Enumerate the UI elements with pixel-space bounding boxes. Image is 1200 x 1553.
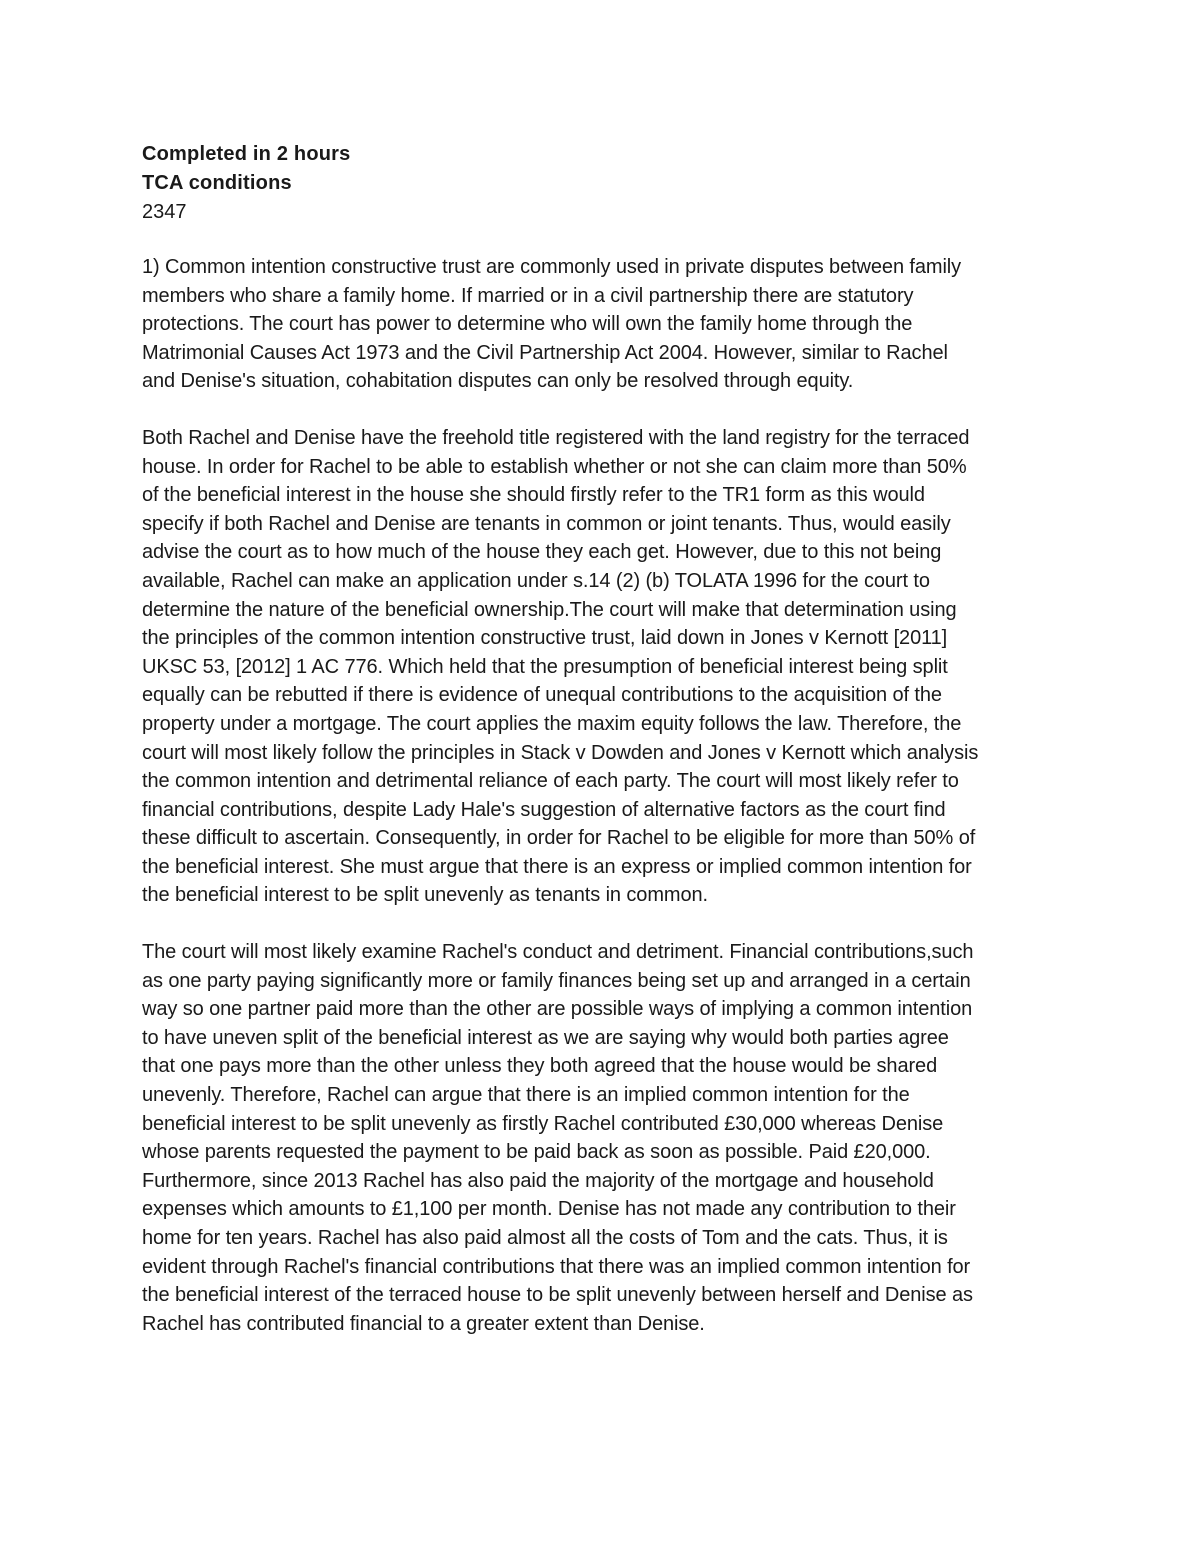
paragraph-line: the beneficial interest of the terraced house to be split unevenly between herself and Denise as xyxy=(142,1284,973,1307)
paragraph-line: members who share a family home. If married or in a civil partnership there are statutory xyxy=(142,284,914,307)
paragraph-line: whose parents requested the payment to be paid back as soon as possible. Paid £20,000. xyxy=(142,1141,931,1164)
paragraph-line: beneficial interest to be split unevenly as firstly Rachel contributed £30,000 whereas Denise xyxy=(142,1112,944,1135)
paragraph-line: these difficult to ascertain. Consequently, in order for Rachel to be eligible for more than 50% of xyxy=(142,827,976,850)
paragraph-line: Furthermore, since 2013 Rachel has also paid the majority of the mortgage and household xyxy=(142,1169,934,1192)
paragraph-3 xyxy=(142,938,1060,1338)
paragraph-line: way so one partner paid more than the other are possible ways of implying a common intention xyxy=(142,998,973,1021)
paragraph-line: 1) Common intention constructive trust are commonly used in private disputes between family xyxy=(142,256,962,278)
paragraph-line: that one pays more than the other unless they both agreed that the house would be shared xyxy=(142,1055,938,1078)
document-body xyxy=(142,253,1060,1338)
document-subtitle: TCA conditions xyxy=(142,172,292,194)
paragraph-line: the beneficial interest. She must argue that there is an express or implied common intention for xyxy=(142,855,972,878)
paragraph-line: expenses which amounts to £1,100 per month. Denise has not made any contribution to their xyxy=(142,1198,956,1221)
paragraph-line: equally can be rebutted if there is evidence of unequal contributions to the acquisition of the xyxy=(142,684,942,707)
paragraph-line: to have uneven split of the beneficial interest as we are saying why would both parties agree xyxy=(142,1026,949,1049)
paragraph-line: court will most likely follow the principles in Stack v Dowden and Jones v Kernott which analysis xyxy=(142,741,979,764)
paragraph-1 xyxy=(142,253,1060,396)
paragraph-line: available, Rachel can make an application under s.14 (2) (b) TOLATA 1996 for the court to xyxy=(142,569,930,592)
paragraph-line: evident through Rachel's financial contributions that there was an implied common intention for xyxy=(142,1255,971,1278)
paragraph-line: advise the court as to how much of the house they each get. However, due to this not being xyxy=(142,541,942,564)
paragraph-line: protections. The court has power to determine who will own the family home through the xyxy=(142,313,913,336)
paragraph-line: house. In order for Rachel to be able to establish whether or not she can claim more than 50% xyxy=(142,455,967,478)
paragraph-line: Both Rachel and Denise have the freehold title registered with the land registry for the terraced xyxy=(142,426,970,449)
document-title: Completed in 2 hours xyxy=(142,143,351,165)
paragraph-line: financial contributions, despite Lady Hale's suggestion of alternative factors as the court find xyxy=(142,798,946,821)
paragraph-line: the common intention and detrimental reliance of each party. The court will most likely refer to xyxy=(142,770,959,793)
paragraph-line: and Denise's situation, cohabitation disputes can only be resolved through equity. xyxy=(142,370,854,393)
paragraph-line: the beneficial interest to be split unevenly as tenants in common. xyxy=(142,884,708,907)
paragraph-line: as one party paying significantly more or family finances being set up and arranged in a certain xyxy=(142,969,971,992)
paragraph-line: The court will most likely examine Rachel's conduct and detriment. Financial contributions,such xyxy=(142,941,974,964)
paragraph-line: property under a mortgage. The court applies the maxim equity follows the law. Therefore, the xyxy=(142,712,962,735)
paragraph-line: specify if both Rachel and Denise are tenants in common or joint tenants. Thus, would easily xyxy=(142,512,951,535)
paragraph-line: unevenly. Therefore, Rachel can argue that there is an implied common intention for the xyxy=(142,1084,910,1107)
paragraph-line: UKSC 53, [2012] 1 AC 776. Which held that the presumption of beneficial interest being split xyxy=(142,655,948,678)
paragraph-line: determine the nature of the beneficial ownership.The court will make that determination using xyxy=(142,598,957,621)
paragraph-line: Matrimonial Causes Act 1973 and the Civil Partnership Act 2004. However, similar to Rachel xyxy=(142,341,948,364)
document-number: 2347 xyxy=(142,201,187,223)
document-page xyxy=(142,140,1060,1338)
paragraph-line: Rachel has contributed financial to a greater extent than Denise. xyxy=(142,1312,705,1335)
paragraph-2 xyxy=(142,424,1060,910)
paragraph-line: of the beneficial interest in the house she should firstly refer to the TR1 form as this would xyxy=(142,484,925,507)
paragraph-line: the principles of the common intention constructive trust, laid down in Jones v Kernott [2011] xyxy=(142,627,948,650)
paragraph-line: home for ten years. Rachel has also paid almost all the costs of Tom and the cats. Thus, it is xyxy=(142,1227,948,1249)
